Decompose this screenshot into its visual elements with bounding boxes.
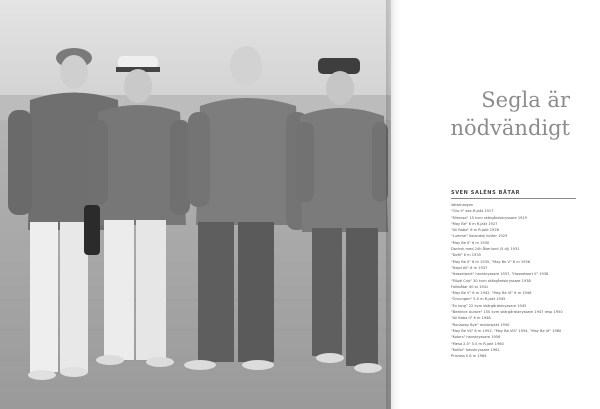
- boats-list-item: "Mesa 2.0" 5.5 m R-jakt 1960: [451, 341, 504, 346]
- chapter-title: Segla är nödvändigt: [450, 88, 570, 141]
- boats-list-item: "Örnungen" 5.5 m R-jakt 1945: [451, 297, 506, 302]
- boats-list-item: "May Be II" 6 m 1935, "May Be V" 6 m 1936: [451, 259, 530, 264]
- boats-list-item: "Hajal Ali" 6 m 1937: [451, 265, 488, 270]
- boats-list-item: "Beatrice Aurore" 150 kvm skärgårdskryssare 1947 resp 1950: [451, 310, 563, 315]
- boats-list-item: "Clio II" sex-R-jakt 1917: [451, 209, 494, 214]
- text-page: [400, 0, 600, 409]
- boats-list-item: "Kolors" havskryssare 1956: [451, 335, 501, 340]
- boats-list: [451, 202, 576, 359]
- boats-list-item: "Runaway Bye" motorsjakt 1950: [451, 322, 510, 327]
- boats-list-item: "Lumme" Solandsk kutter 1929: [451, 234, 508, 239]
- boats-list-item: "Ali Baba" 6 m R-jakt 1928: [451, 228, 499, 233]
- boats-list-item: "Ex long" 22 kvm skärgårdskryssare 1945: [451, 303, 527, 308]
- boats-list-item: Folkbåtar 40 st 1941: [451, 284, 489, 289]
- boats-list-item: "May Be" 6 m R-jakt 1927: [451, 221, 498, 226]
- boats-sidebar: [451, 190, 576, 359]
- boats-list-item: "Filipé Crip" 30 kvm skärgårdskryssare 1938: [451, 278, 531, 283]
- boats-list-item: "May Be V" 6 m 1942, "May Be VI" 6 m 1946: [451, 291, 532, 296]
- boats-heading: SVEN SALÉNS BÅTAR: [451, 190, 576, 199]
- boats-list-item: "Dofil" 6 m 1935: [451, 253, 481, 258]
- boats-list-item: "May Be II" 6 m 1930: [451, 240, 490, 245]
- boats-list-item: Vattenorgan: [451, 203, 474, 207]
- boats-list-item: "Mimosa" 15 kvm skärgårdskryssare 1919: [451, 215, 527, 220]
- boats-list-item: "May Be VII" 6 m 1952, "May Be VIII" 1954, "May Be IX" 1960: [451, 328, 562, 333]
- boats-list-item: Pricross II 6 m 1964: [451, 354, 487, 359]
- boats-list-item: "Kollisi" havskryssare 1961: [451, 347, 500, 352]
- boats-list-item: "Hasselwert" havskryssare 1937, "Hasselwert II" 1938: [451, 272, 549, 277]
- boats-list-item: "Ali Baba II" 6 m 1948: [451, 316, 491, 321]
- book-gutter: [386, 0, 400, 409]
- boats-list-item: Dachsh med 24h Åkerlund (5 dj) 1931: [451, 247, 520, 252]
